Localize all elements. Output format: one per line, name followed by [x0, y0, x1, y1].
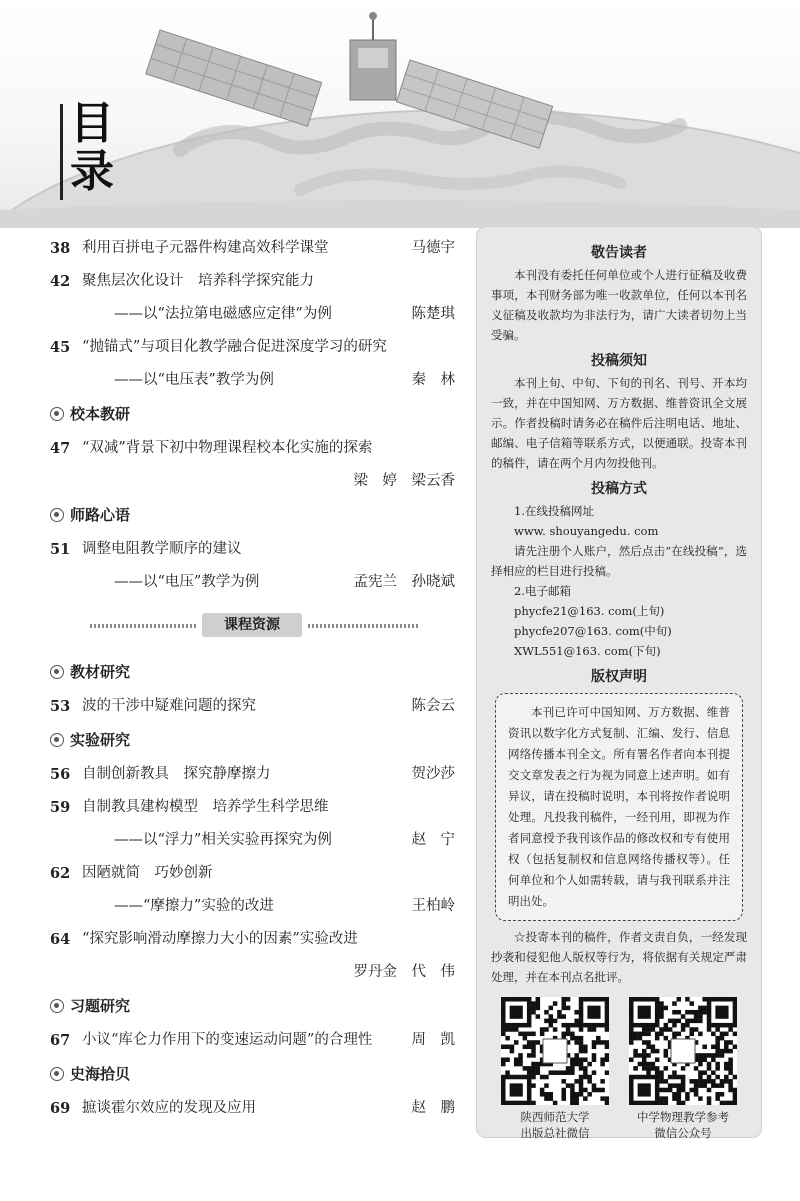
qr-publisher: [496, 997, 614, 1141]
article-authors: 赵 鹏: [411, 1100, 455, 1116]
warning-text: ☆投寄本刊的稿件，作者文责自负，一经发现抄袭和侵犯他人版权等行为，将依据有关规定严肃处理，并在本刊点名批评。: [491, 930, 747, 984]
article-title: 利用百拼电子元器件构建高效科学课堂: [82, 240, 329, 256]
qr-row: [491, 997, 747, 1141]
article-authors: 梁 婷 梁云香: [353, 473, 455, 489]
page-number: 64: [50, 931, 71, 948]
toc-entry[interactable]: [50, 824, 455, 857]
page-number: 69: [50, 1100, 71, 1117]
section-title: 教材研究: [70, 663, 131, 681]
title-char-2: 录: [70, 146, 114, 197]
section-heading: [50, 498, 455, 533]
article-authors: 陈楚琪: [411, 306, 455, 322]
satellite-illustration: [0, 0, 800, 228]
bullet-icon: [50, 508, 64, 522]
resource-label: 课程资源: [202, 613, 302, 637]
section-heading: [50, 1057, 455, 1092]
article-authors: 罗丹金 代 伟: [353, 964, 455, 980]
title-char-1: 目: [70, 98, 114, 149]
article-title: 小议“库仑力作用下的变速运动问题”的合理性: [82, 1032, 373, 1048]
toc-entry[interactable]: [50, 331, 455, 364]
article-title: “双减”背景下初中物理课程校本化实施的探索: [82, 440, 373, 456]
toc-entry[interactable]: [50, 1092, 455, 1125]
qr-code-icon[interactable]: [629, 997, 737, 1105]
page-number: 45: [50, 339, 71, 356]
toc-entry[interactable]: [50, 265, 455, 298]
bullet-icon: [50, 665, 64, 679]
page-number: 47: [50, 440, 71, 457]
toc-entry[interactable]: [50, 465, 455, 498]
article-authors: 孟宪兰 孙晓斌: [353, 574, 455, 590]
article-title: 自制教具建构模型 培养学生科学思维: [82, 799, 329, 815]
article-authors: 贺沙莎: [411, 766, 455, 782]
header-banner: [0, 0, 800, 228]
title-accent-bar: [60, 104, 63, 200]
qr-caption-line: 陕西师范大学: [520, 1110, 590, 1124]
page-number: 38: [50, 240, 71, 257]
divider-line: [308, 624, 420, 628]
article-title: “抛锚式”与项目化教学融合促进深度学习的研究: [82, 339, 387, 355]
toc-entry[interactable]: [50, 758, 455, 791]
article-title: 调整电阻教学顺序的建议: [82, 541, 242, 557]
page-number: 62: [50, 865, 71, 882]
toc-entry[interactable]: [50, 890, 455, 923]
qr-caption-line: 中学物理教学参考: [637, 1110, 729, 1124]
article-title: 摭谈霍尔效应的发现及应用: [82, 1100, 256, 1116]
section-title: 师路心语: [70, 506, 131, 524]
page-number: 42: [50, 273, 71, 290]
qr-code-icon[interactable]: [501, 997, 609, 1105]
article-title: 波的干涉中疑难问题的探究: [82, 698, 256, 714]
toc-entry[interactable]: [50, 1024, 455, 1057]
email-1[interactable]: phycfe21@163. com(上旬): [514, 604, 665, 618]
copyright-title: 版权声明: [591, 669, 647, 685]
toc-list: [50, 232, 455, 1125]
email-3[interactable]: XWL551@163. com(下旬): [514, 644, 661, 658]
toc-entry[interactable]: [50, 232, 455, 265]
toc-entry[interactable]: [50, 923, 455, 956]
toc-entry[interactable]: [50, 298, 455, 331]
section-heading: [50, 655, 455, 690]
article-title: 聚焦层次化设计 培养科学探究能力: [82, 273, 314, 289]
divider-line: [90, 624, 196, 628]
info-panel: [476, 226, 762, 1138]
article-subtitle: ——以“浮力”相关实验再探究为例: [114, 832, 332, 848]
qr-caption-line: 出版总社微信: [520, 1126, 590, 1140]
online-text: 请先注册个人账户，然后点击“在线投稿”，选择相应的栏目进行投稿。: [491, 544, 747, 578]
bullet-icon: [50, 999, 64, 1013]
qr-caption-publisher: [496, 1109, 614, 1141]
notice-title: 敬告读者: [591, 245, 647, 261]
section-title: 实验研究: [70, 731, 131, 749]
article-subtitle: ——“摩擦力”实验的改进: [114, 898, 274, 914]
bullet-icon: [50, 733, 64, 747]
resource-divider: [50, 605, 455, 645]
online-label: 1.在线投稿网址: [514, 504, 594, 518]
toc-entry[interactable]: [50, 956, 455, 989]
page-number: 51: [50, 541, 71, 558]
qr-caption-line: 微信公众号: [654, 1126, 712, 1140]
article-subtitle: ——以“电压”教学为例: [114, 574, 260, 590]
bullet-icon: [50, 407, 64, 421]
toc-entry[interactable]: [50, 364, 455, 397]
page-number: 56: [50, 766, 71, 783]
article-subtitle: ——以“法拉第电磁感应定律”为例: [114, 306, 332, 322]
website-link[interactable]: www. shouyangedu. com: [514, 524, 659, 538]
bullet-icon: [50, 1067, 64, 1081]
article-authors: 王柏岭: [411, 898, 455, 914]
article-authors: 马德宇: [411, 240, 455, 256]
toc-entry[interactable]: [50, 791, 455, 824]
qr-caption-journal: [624, 1109, 742, 1141]
page-number: 59: [50, 799, 71, 816]
section-title: 史海拾贝: [70, 1065, 131, 1083]
section-heading: [50, 723, 455, 758]
article-title: 自制创新教具 探究静摩擦力: [82, 766, 271, 782]
section-heading: [50, 989, 455, 1024]
copyright-text: 本刊已许可中国知网、万方数据、维普资讯以数字化方式复制、汇编、发行、信息网络传播本刊全文。所有署名作者向本刊提交文章发表之行为视为同意上述声明。如有异议，请在投稿时说明，本刊将按作者说明处理。凡投我刊稿件，一经刊用，即视为作者同意授予我刊该作品的修改权和专有使用权（包括复制权和信息网络传播权等）。任何单位和个人如需转载，请与我刊联系并注明出处。: [508, 705, 730, 908]
article-title: “探究影响滑动摩擦力大小的因素”实验改进: [82, 931, 358, 947]
email-label: 2.电子邮箱: [514, 584, 571, 598]
toc-entry[interactable]: [50, 857, 455, 890]
email-2[interactable]: phycfe207@163. com(中旬): [514, 624, 672, 638]
copyright-box: [495, 693, 743, 921]
article-authors: 赵 宁: [411, 832, 455, 848]
section-heading: [50, 397, 455, 432]
page-number: 53: [50, 698, 71, 715]
qr-journal: [624, 997, 742, 1141]
notice-text: 本刊没有委托任何单位或个人进行征稿及收费事项，本刊财务部为唯一收款单位，任何以本刊名义征稿及收款均为非法行为，请广大读者切勿上当受骗。: [491, 268, 747, 342]
article-title: 因陋就简 巧妙创新: [82, 865, 213, 881]
guide-text: 本刊上旬、中旬、下旬的刊名、刊号、开本均一致，并在中国知网、万方数据、维普资讯全文展示。作者投稿时请务必在稿件后注明电话、地址、邮编、电子信箱等联系方式，以便通联。投寄本刊的稿件，请在两个月内勿投他刊。: [491, 376, 747, 470]
toc-entry[interactable]: [50, 533, 455, 566]
section-title: 校本教研: [70, 405, 131, 423]
page-title: [66, 100, 118, 196]
article-subtitle: ——以“电压表”教学为例: [114, 372, 274, 388]
toc-entry[interactable]: [50, 690, 455, 723]
page-number: 67: [50, 1032, 71, 1049]
method-title: 投稿方式: [591, 481, 647, 497]
article-authors: 陈会云: [411, 698, 455, 714]
toc-entry[interactable]: [50, 432, 455, 465]
section-title: 习题研究: [70, 997, 131, 1015]
article-authors: 秦 林: [411, 372, 455, 388]
article-authors: 周 凯: [411, 1032, 455, 1048]
toc-entry[interactable]: [50, 566, 455, 599]
guide-title: 投稿须知: [591, 353, 647, 369]
